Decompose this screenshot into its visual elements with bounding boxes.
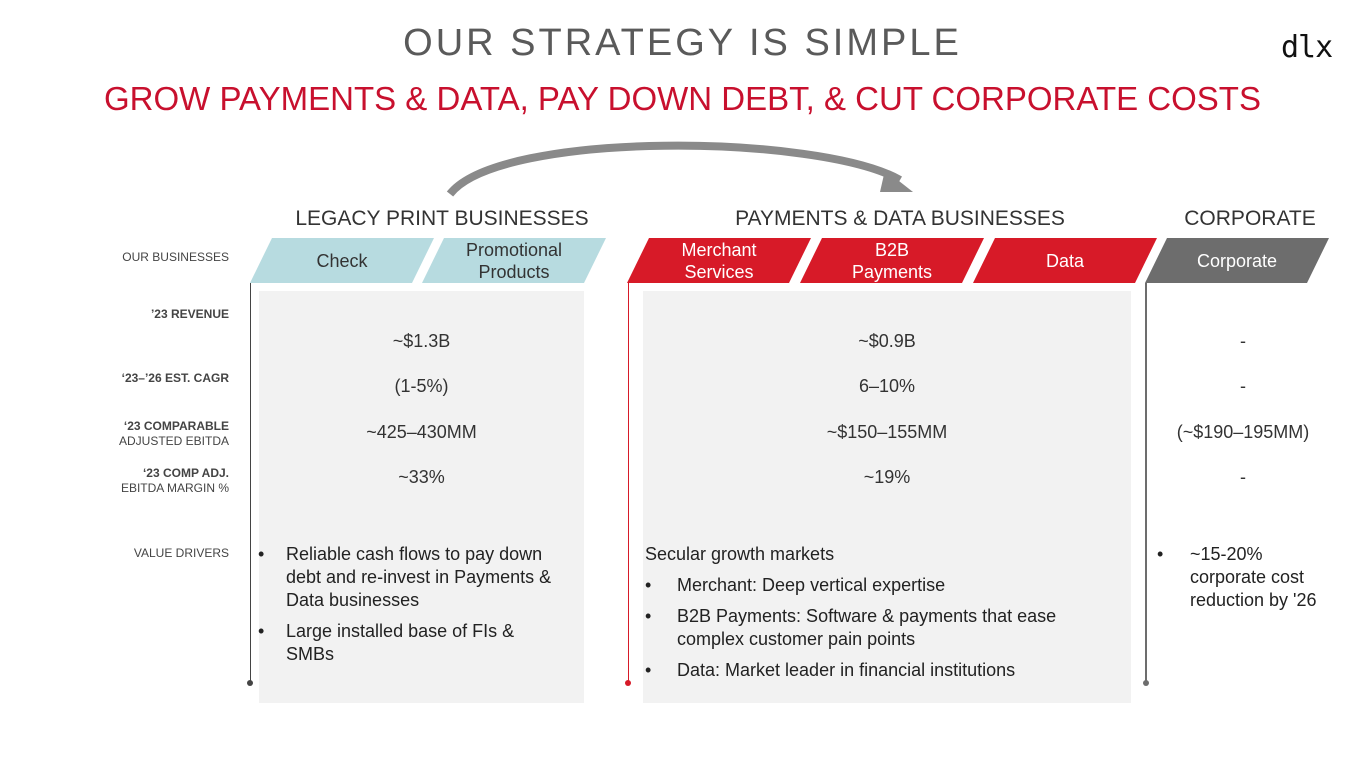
tab-label	[627, 238, 811, 283]
drivers-intro: Secular growth markets	[645, 544, 835, 564]
row-label-text: VALUE DRIVERS	[133, 546, 229, 560]
list-item: • B2B Payments: Software & payments that ease complex customer pain points	[645, 605, 1115, 651]
list-item: • Reliable cash flows to pay down debt and re-invest in Payments & Data businesses	[258, 543, 558, 612]
legacy-margin: ~33%	[398, 467, 445, 487]
page-subtitle: GROW PAYMENTS & DATA, PAY DOWN DEBT, & CUT CORPORATE COSTS	[104, 80, 1261, 117]
payments-cagr: 6–10%	[858, 376, 916, 396]
payments-ebitda: ~$150–155MM	[826, 422, 948, 442]
tab-b2b-payments	[800, 238, 984, 283]
payments-divider	[628, 283, 630, 683]
tab-label-line: Merchant	[681, 239, 757, 260]
row-label-text: ADJUSTED EBITDA	[118, 434, 229, 448]
legacy-ebitda: ~425–430MM	[366, 422, 477, 442]
tab-label-line: Payments	[851, 261, 933, 282]
legacy-drivers	[258, 543, 558, 674]
tab-label-line: Promotional	[465, 239, 563, 260]
row-label-drivers	[134, 546, 229, 561]
list-item: • Large installed base of FIs & SMBs	[258, 620, 558, 666]
tab-label	[800, 238, 984, 283]
legacy-divider-dot	[247, 680, 253, 686]
list-item: • Merchant: Deep vertical expertise	[645, 574, 1115, 597]
tab-label-line: Services	[684, 261, 754, 282]
row-label-text: ‘23–’26 EST. CAGR	[121, 371, 229, 385]
list-item: • ~15-20% corporate cost reduction by '26	[1157, 543, 1342, 612]
corporate-margin: -	[1240, 467, 1246, 487]
corporate-drivers	[1157, 543, 1342, 620]
row-label-cagr	[122, 371, 229, 386]
company-logo: dlx	[1281, 30, 1333, 65]
row-label-ebitda	[119, 419, 229, 449]
tab-merchant-services	[627, 238, 811, 283]
row-label-text: ’23 REVENUE	[150, 307, 229, 321]
group-heading-corporate: CORPORATE	[1184, 207, 1316, 230]
tab-check	[250, 238, 434, 283]
tab-label: Data	[1045, 250, 1085, 271]
legacy-revenue: ~$1.3B	[392, 331, 451, 351]
tab-corporate	[1145, 238, 1329, 283]
row-label-text: OUR BUSINESSES	[122, 250, 229, 264]
group-heading-payments: PAYMENTS & DATA BUSINESSES	[735, 207, 1065, 230]
group-heading-legacy: LEGACY PRINT BUSINESSES	[295, 207, 589, 230]
corporate-divider-dot	[1143, 680, 1149, 686]
corporate-ebitda: (~$190–195MM)	[1176, 422, 1310, 442]
tab-data	[973, 238, 1157, 283]
payments-divider-dot	[625, 680, 631, 686]
tab-label: Corporate	[1196, 250, 1278, 271]
curved-arrow-icon	[440, 140, 920, 200]
tab-label-line: B2B	[874, 239, 910, 260]
tab-label: Check	[316, 250, 368, 271]
legacy-divider	[250, 283, 252, 683]
tab-promotional-products	[422, 238, 606, 283]
row-label-text: ‘23 COMPARABLE	[123, 419, 229, 433]
payments-margin: ~19%	[863, 467, 911, 487]
row-label-businesses	[122, 250, 229, 265]
row-label-revenue	[151, 307, 229, 322]
tab-label-line: Products	[478, 261, 550, 282]
corporate-revenue: -	[1240, 331, 1246, 351]
legacy-cagr: (1-5%)	[394, 376, 449, 396]
tab-label	[422, 238, 606, 283]
row-label-margin	[121, 466, 229, 496]
row-label-text: ‘23 COMP ADJ.	[142, 466, 229, 480]
row-label-text: EBITDA MARGIN %	[120, 481, 229, 495]
page-title: OUR STRATEGY IS SIMPLE	[403, 22, 962, 64]
payments-revenue: ~$0.9B	[858, 331, 916, 351]
corporate-cagr: -	[1240, 376, 1246, 396]
payments-drivers	[645, 543, 1115, 690]
corporate-divider	[1145, 283, 1147, 683]
list-item: • Data: Market leader in financial institutions	[645, 659, 1115, 682]
